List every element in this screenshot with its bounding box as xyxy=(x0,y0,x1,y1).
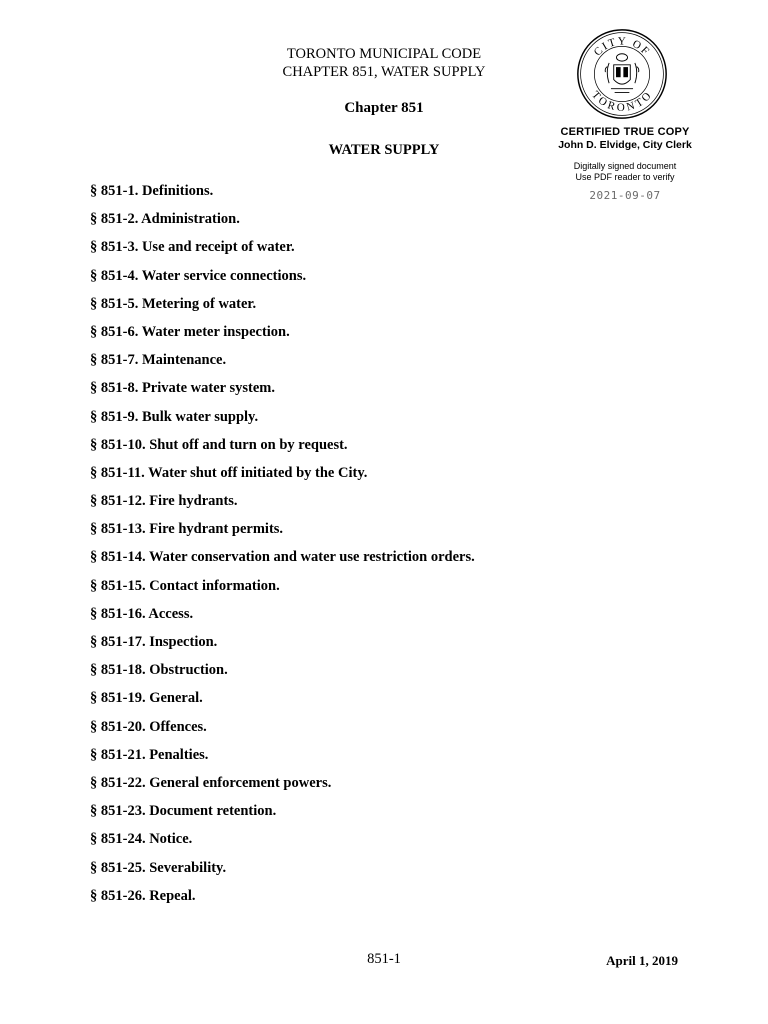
toc-item[interactable]: § 851-1. Definitions. xyxy=(90,183,214,199)
seal-top-text: CITY OF xyxy=(591,35,653,59)
certification-clerk: John D. Elvidge, City Clerk xyxy=(558,139,692,151)
chapter-title: Chapter 851 xyxy=(344,100,424,116)
header-line-1: TORONTO MUNICIPAL CODE xyxy=(286,46,482,62)
footer-date: April 1, 2019 xyxy=(606,953,678,968)
toc-item[interactable]: § 851-16. Access. xyxy=(90,605,194,622)
certification-note-2: Use PDF reader to verify xyxy=(575,172,675,182)
toc-item[interactable]: § 851-14. Water conservation and water use restriction orders. xyxy=(90,549,475,566)
toc-item[interactable]: § 851-22. General enforcement powers. xyxy=(90,774,332,791)
toc-item[interactable]: § 851-21. Penalties. xyxy=(90,746,209,763)
toc-item[interactable]: § 851-12. Fire hydrants. xyxy=(90,493,238,510)
toc-item[interactable]: § 851-18. Obstruction. xyxy=(90,662,228,679)
toc-item[interactable]: § 851-15. Contact information. xyxy=(90,577,280,594)
toc-item[interactable]: § 851-3. Use and receipt of water. xyxy=(90,239,295,256)
certification-title: CERTIFIED TRUE COPY xyxy=(560,126,690,138)
toc-item[interactable]: § 851-24. Notice. xyxy=(90,831,193,848)
toc-item[interactable]: § 851-13. Fire hydrant permits. xyxy=(90,521,284,538)
toc-item[interactable]: § 851-9. Bulk water supply. xyxy=(90,408,259,425)
toc-item[interactable]: § 851-7. Maintenance. xyxy=(90,352,227,369)
city-seal-icon xyxy=(576,28,668,120)
toc-item[interactable]: § 851-6. Water meter inspection. xyxy=(90,323,290,340)
toc-item[interactable]: § 851-2. Administration. xyxy=(90,211,240,228)
toc-item[interactable]: § 851-19. General. xyxy=(90,690,203,707)
toc-item[interactable]: § 851-4. Water service connections. xyxy=(90,267,307,284)
toc-item[interactable]: § 851-11. Water shut off initiated by the City. xyxy=(90,464,368,481)
toc-item[interactable]: § 851-5. Metering of water. xyxy=(90,295,257,312)
toc-item[interactable]: § 851-17. Inspection. xyxy=(90,634,218,650)
toc-item[interactable]: § 851-25. Severability. xyxy=(90,859,227,876)
certification-note-1: Digitally signed document xyxy=(573,161,677,171)
toc-item[interactable]: § 851-10. Shut off and turn on by request. xyxy=(90,436,348,453)
svg-text:CITY OF xyxy=(592,35,653,58)
page-number: 851-1 xyxy=(367,951,401,967)
toc-item[interactable]: § 851-26. Repeal. xyxy=(90,887,196,904)
toc-item[interactable]: § 851-8. Private water system. xyxy=(90,380,275,397)
seal-bottom-text: TORONTO xyxy=(589,88,655,114)
header-line-2: CHAPTER 851, WATER SUPPLY xyxy=(282,64,486,80)
section-title: WATER SUPPLY xyxy=(328,142,440,158)
certification-date: 2021-09-07 xyxy=(589,189,661,202)
table-of-contents xyxy=(90,183,475,916)
toc-item[interactable]: § 851-20. Offences. xyxy=(90,718,207,735)
toc-item[interactable]: § 851-23. Document retention. xyxy=(90,803,277,820)
